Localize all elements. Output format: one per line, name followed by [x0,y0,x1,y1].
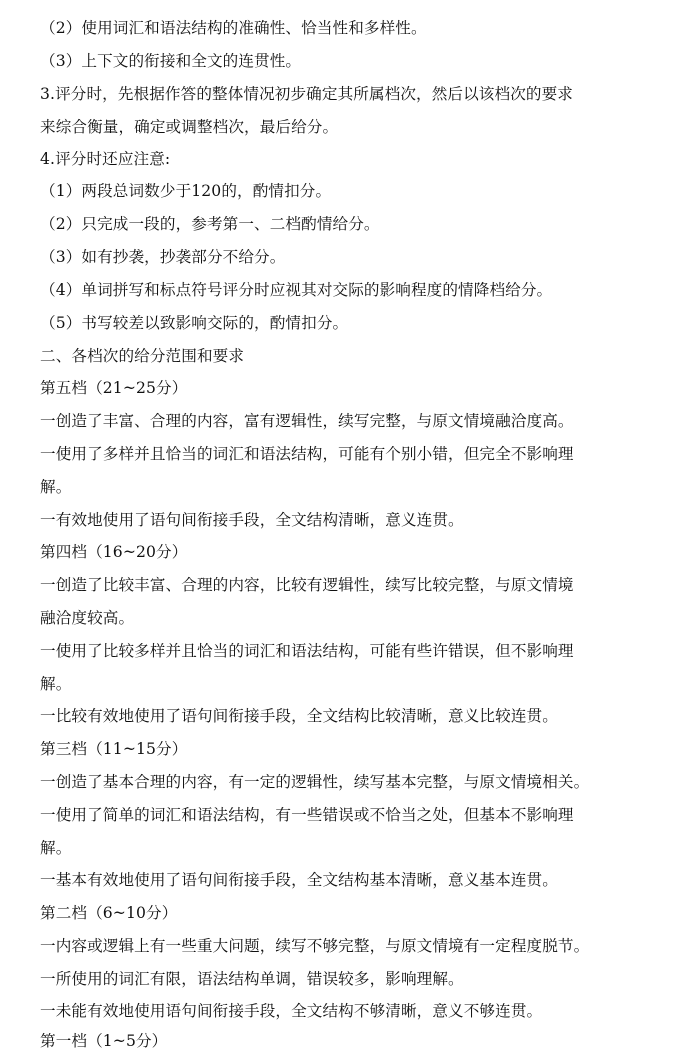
band-3-item-3: 一基本有效地使用了语句间衔接手段，全文结构基本清晰，意义基本连贯。 [40,871,558,889]
band-5-heading: 第五档（21~25分） [40,379,188,397]
band-4-item-3: 一比较有效地使用了语句间衔接手段，全文结构比较清晰，意义比较连贯。 [40,707,558,725]
note-5: （5）书写较差以致影响交际的，酌情扣分。 [40,314,349,332]
band-4-item-1: 一创造了比较丰富、合理的内容，比较有逻辑性，续写比较完整，与原文情境 [40,576,574,594]
band-5-item-3: 一有效地使用了语句间衔接手段，全文结构清晰，意义连贯。 [40,511,464,529]
band-3-item-1: 一创造了基本合理的内容，有一定的逻辑性，续写基本完整，与原文情境相关。 [40,773,590,791]
rule-3-line-1: 3.评分时，先根据作答的整体情况初步确定其所属档次，然后以该档次的要求 [40,85,573,103]
band-3-item-2-cont: 解。 [40,839,72,857]
band-2-heading: 第二档（6~10分） [40,904,178,922]
band-3-heading: 第三档（11~15分） [40,740,188,758]
criterion-3: （3）上下文的衔接和全文的连贯性。 [40,52,302,70]
note-1: （1）两段总词数少于120的，酌情扣分。 [40,182,332,200]
rule-4-heading: 4.评分时还应注意: [40,150,171,168]
criterion-2: （2）使用词汇和语法结构的准确性、恰当性和多样性。 [40,19,427,37]
band-2-item-2: 一所使用的词汇有限，语法结构单调，错误较多，影响理解。 [40,970,464,988]
band-5-item-1: 一创造了丰富、合理的内容，富有逻辑性，续写完整，与原文情境融洽度高。 [40,412,574,430]
section-2-heading: 二、各档次的给分范围和要求 [40,347,245,365]
note-4: （4）单词拼写和标点符号评分时应视其对交际的影响程度的情降档给分。 [40,281,553,299]
band-5-item-2: 一使用了多样并且恰当的词汇和语法结构，可能有个别小错，但完全不影响理 [40,445,574,463]
band-4-heading: 第四档（16~20分） [40,543,188,561]
rule-3-line-2: 来综合衡量，确定或调整档次，最后给分。 [40,118,339,136]
note-3: （3）如有抄袭，抄袭部分不给分。 [40,248,286,266]
band-4-item-1-cont: 融洽度较高。 [40,609,135,627]
band-4-item-2-cont: 解。 [40,675,72,693]
band-2-item-1: 一内容或逻辑上有一些重大问题，续写不够完整，与原文情境有一定程度脱节。 [40,937,590,955]
band-3-item-2: 一使用了简单的词汇和语法结构，有一些错误或不恰当之处，但基本不影响理 [40,806,574,824]
band-4-item-2: 一使用了比较多样并且恰当的词汇和语法结构，可能有些许错误，但不影响理 [40,642,574,660]
band-1-heading: 第一档（1~5分） [40,1032,168,1050]
band-5-item-2-cont: 解。 [40,478,72,496]
note-2: （2）只完成一段的，参考第一、二档酌情给分。 [40,215,380,233]
band-2-item-3: 一未能有效地使用语句间衔接手段，全文结构不够清晰，意义不够连贯。 [40,1002,543,1020]
